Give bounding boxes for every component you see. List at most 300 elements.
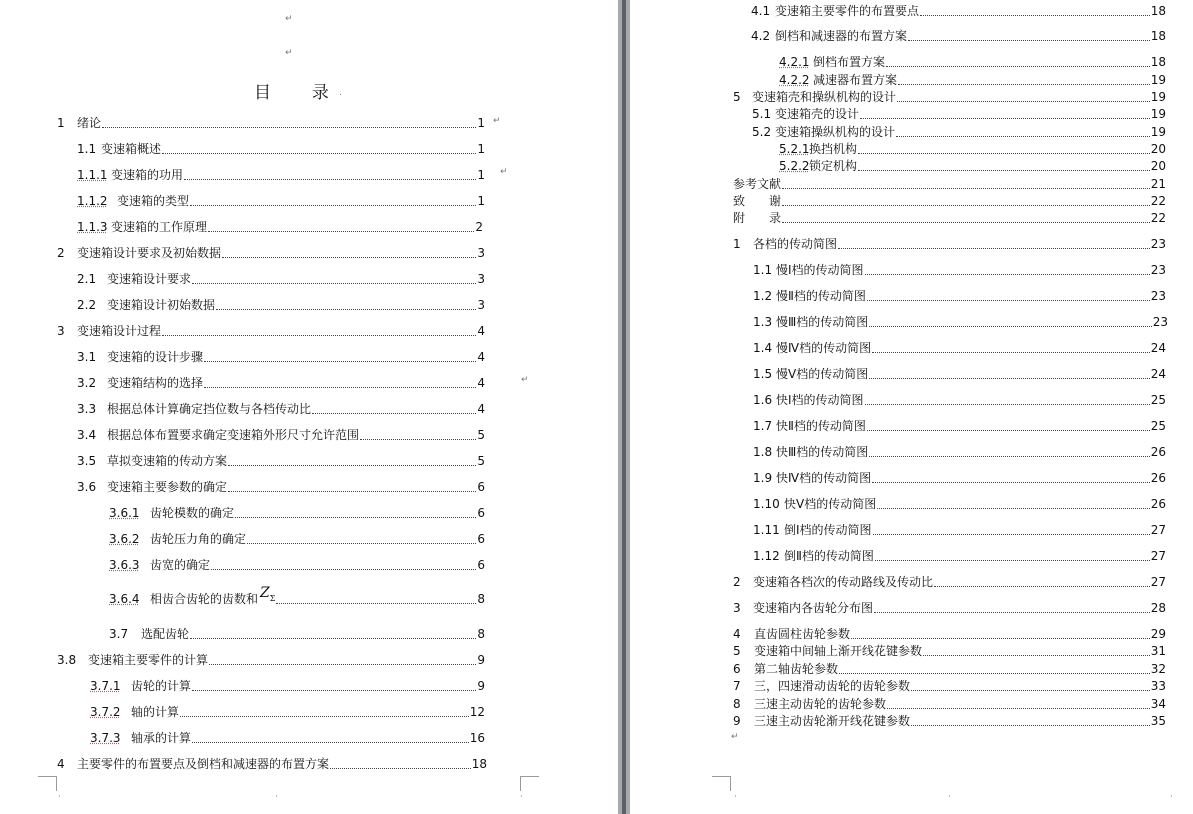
toc-dot-leader bbox=[875, 559, 1150, 561]
toc-entry-number: 5.2 bbox=[752, 125, 772, 139]
toc-dot-leader bbox=[851, 637, 1150, 639]
toc-entry-number: 1.3 bbox=[753, 315, 773, 329]
toc-entry-number: 1.4 bbox=[753, 341, 773, 355]
toc-entry-page-number: 23 bbox=[1150, 263, 1166, 277]
toc-entry-title: 变速箱设计要求 bbox=[107, 272, 192, 286]
toc-dot-leader bbox=[102, 126, 476, 128]
toc-entry-5[interactable] bbox=[733, 643, 1166, 659]
toc-dot-leader bbox=[782, 221, 1150, 223]
toc-entry-title: 倒Ⅰ档的传动简图 bbox=[784, 523, 872, 537]
dot-mark: · bbox=[734, 792, 737, 802]
toc-entry-2-2[interactable] bbox=[77, 297, 485, 313]
toc-dot-leader bbox=[192, 282, 476, 284]
toc-entry-1-4[interactable] bbox=[753, 340, 1166, 356]
toc-dot-leader bbox=[222, 256, 476, 258]
toc-entry-1-6[interactable] bbox=[753, 392, 1166, 408]
toc-entry-number: 3.7.1 bbox=[90, 679, 121, 693]
toc-entry-page-number: 19 bbox=[1150, 107, 1166, 121]
toc-entry-title: 附 录 bbox=[733, 211, 782, 225]
toc-entry-page-number: 9 bbox=[477, 679, 485, 693]
toc-entry-title: 变速箱设计初始数据 bbox=[107, 298, 216, 312]
toc-entry-number: 1.1.2 bbox=[77, 194, 108, 208]
toc-entry-title: 三速主动齿轮的齿轮参数 bbox=[754, 697, 887, 711]
toc-entry-page-number: 1 bbox=[477, 142, 485, 156]
toc-entry-3-6-3[interactable] bbox=[109, 557, 485, 573]
toc-entry-title: 变速箱壳和操纵机构的设计 bbox=[752, 90, 897, 104]
toc-entry[interactable] bbox=[733, 210, 1166, 226]
toc-entry-title: 慢Ⅲ档的传动简图 bbox=[776, 315, 869, 329]
toc-entry-3-5[interactable] bbox=[77, 453, 485, 469]
toc-entry-number: 5 bbox=[733, 90, 741, 104]
toc-entry-page-number: 27 bbox=[1150, 523, 1166, 537]
toc-entry-number: 4.2.2 bbox=[779, 73, 810, 87]
paragraph-mark: ↵ bbox=[521, 375, 529, 385]
toc-entry-4-2-2[interactable] bbox=[779, 72, 1166, 88]
toc-entry-title: 齿宽的确定 bbox=[150, 558, 211, 572]
toc-entry-title: 变速箱结构的选择 bbox=[107, 376, 204, 390]
toc-entry-page-number: 18 bbox=[471, 757, 487, 771]
page-gap-line bbox=[622, 0, 626, 814]
toc-entry-page-number: 22 bbox=[1150, 211, 1166, 225]
toc-dot-leader bbox=[887, 707, 1150, 709]
toc-entry-title: 慢Ⅱ档的传动简图 bbox=[776, 289, 866, 303]
toc-entry-page-number: 26 bbox=[1150, 471, 1166, 485]
toc-entry-number: 3.2 bbox=[77, 376, 97, 390]
toc-entry-number: 4 bbox=[57, 757, 65, 771]
toc-entry-page-number: 1 bbox=[477, 116, 485, 130]
toc-entry-6[interactable] bbox=[733, 661, 1166, 677]
toc-entry-title: 草拟变速箱的传动方案 bbox=[107, 454, 228, 468]
toc-entry-title: 绪论 bbox=[77, 116, 102, 130]
toc-entry-2-1[interactable] bbox=[77, 271, 485, 287]
toc-entry-page-number: 24 bbox=[1150, 341, 1166, 355]
toc-dot-leader bbox=[211, 568, 476, 570]
toc-dot-leader bbox=[911, 724, 1150, 726]
toc-entry-title: 变速箱各档次的传动路线及传动比 bbox=[753, 575, 934, 589]
toc-entry-page-number: 21 bbox=[1150, 177, 1166, 191]
toc-entry-3-7-1[interactable] bbox=[90, 678, 485, 694]
toc-entry-number: 3 bbox=[57, 324, 65, 338]
toc-entry-3-6-4[interactable] bbox=[109, 585, 485, 607]
toc-entry-number: 8 bbox=[733, 697, 741, 711]
toc-entry-4[interactable] bbox=[733, 626, 1166, 642]
toc-entry-7[interactable] bbox=[733, 678, 1166, 694]
toc-entry-page-number: 26 bbox=[1150, 497, 1166, 511]
toc-entry-title: 快Ⅳ档的传动简图 bbox=[776, 471, 872, 485]
paragraph-mark: ↵ bbox=[285, 48, 293, 58]
toc-entry-title: 致 谢 bbox=[733, 194, 782, 208]
toc-entry-1-7[interactable] bbox=[753, 418, 1166, 434]
toc-entry-title: 倒Ⅱ档的传动简图 bbox=[784, 549, 874, 563]
toc-entry-3-6[interactable] bbox=[77, 479, 485, 495]
toc-entry-number: 1.11 bbox=[753, 523, 780, 537]
toc-entry-page-number: 3 bbox=[477, 298, 485, 312]
toc-entry-number: 4.1 bbox=[751, 4, 771, 18]
toc-entry-title: 快Ⅱ档的传动简图 bbox=[776, 419, 866, 433]
toc-entry-page-number: 24 bbox=[1150, 367, 1166, 381]
toc-entry-number: 5.2.1 bbox=[779, 142, 810, 156]
toc-entry-3-6-1[interactable] bbox=[109, 505, 485, 521]
toc-entry-page-number: 18 bbox=[1150, 29, 1166, 43]
toc-dot-leader bbox=[858, 152, 1150, 154]
toc-entry-number: 2 bbox=[733, 575, 741, 589]
toc-entry-title: 快Ⅴ档的传动简图 bbox=[784, 497, 877, 511]
document-page-right bbox=[630, 0, 1193, 814]
toc-entry-page-number: 19 bbox=[1150, 125, 1166, 139]
toc-entry-page-number: 33 bbox=[1150, 679, 1166, 693]
toc-dot-leader bbox=[908, 39, 1150, 41]
toc-entry-title: 快Ⅰ档的传动简图 bbox=[776, 393, 864, 407]
toc-dot-leader bbox=[874, 611, 1150, 613]
toc-dot-leader bbox=[898, 83, 1150, 85]
toc-entry-page-number: 20 bbox=[1150, 159, 1166, 173]
toc-entry-number: 3.8 bbox=[57, 653, 77, 667]
toc-dot-leader bbox=[192, 689, 476, 691]
toc-entry-4-1[interactable] bbox=[751, 3, 1166, 19]
paragraph-mark: ↵ bbox=[731, 732, 739, 742]
toc-entry-3-7[interactable] bbox=[109, 626, 485, 642]
toc-entry-5-2-1[interactable] bbox=[779, 141, 1166, 157]
toc-entry-title: 轴的计算 bbox=[131, 705, 180, 719]
math-symbol: $Z_\Sigma$ bbox=[260, 585, 276, 603]
toc-entry-3-6-2[interactable] bbox=[109, 531, 485, 547]
page-corner-mark bbox=[712, 776, 731, 791]
toc-dot-leader bbox=[360, 438, 476, 440]
toc-entry-title: 变速箱主要零件的布置要点 bbox=[775, 4, 920, 18]
toc-entry-number: 2.1 bbox=[77, 272, 97, 286]
toc-dot-leader bbox=[865, 403, 1150, 405]
toc-entry-page-number: 19 bbox=[1150, 90, 1166, 104]
toc-entry-1-9[interactable] bbox=[753, 470, 1166, 486]
toc-dot-leader bbox=[838, 247, 1150, 249]
toc-entry-page-number: 1 bbox=[477, 168, 485, 182]
toc-entry-number: 1.10 bbox=[753, 497, 780, 511]
toc-dot-leader bbox=[204, 386, 476, 388]
toc-entry-number: 3.6.1 bbox=[109, 506, 140, 520]
toc-dot-leader bbox=[180, 715, 469, 717]
toc-dot-leader bbox=[209, 663, 476, 665]
toc-entry-page-number: 25 bbox=[1150, 393, 1166, 407]
toc-dot-leader bbox=[228, 464, 476, 466]
toc-dot-leader bbox=[228, 490, 476, 492]
toc-entry-title: 慢Ⅳ档的传动简图 bbox=[776, 341, 872, 355]
toc-entry-title: 减速器布置方案 bbox=[813, 73, 898, 87]
toc-entry-page-number: 3 bbox=[477, 272, 485, 286]
toc-entry-page-number: 23 bbox=[1152, 315, 1168, 329]
toc-entry-title: 倒档布置方案 bbox=[813, 55, 886, 69]
toc-entry-3[interactable] bbox=[733, 600, 1166, 616]
toc-entry-1-10[interactable] bbox=[753, 496, 1166, 512]
toc-dot-leader bbox=[867, 429, 1150, 431]
toc-entry-title: 齿轮模数的确定 bbox=[150, 506, 235, 520]
toc-entry-title: 慢Ⅰ档的传动简图 bbox=[776, 263, 864, 277]
toc-entry-number: 3 bbox=[733, 601, 741, 615]
dot-mark: · bbox=[275, 792, 278, 802]
toc-entry-number: 3.4 bbox=[77, 428, 97, 442]
toc-entry-page-number: 23 bbox=[1150, 289, 1166, 303]
toc-dot-leader bbox=[839, 672, 1150, 674]
toc-entry-3-1[interactable] bbox=[77, 349, 485, 365]
toc-entry-page-number: 26 bbox=[1150, 445, 1166, 459]
toc-entry-page-number: 8 bbox=[477, 627, 485, 641]
toc-entry-page-number: 29 bbox=[1150, 627, 1166, 641]
toc-entry-number: 1 bbox=[57, 116, 65, 130]
toc-dot-leader bbox=[872, 481, 1150, 483]
toc-entry-number: 3.7.2 bbox=[90, 705, 121, 719]
toc-entry-title: 变速箱的设计步骤 bbox=[107, 350, 204, 364]
toc-title-char: 目 bbox=[254, 83, 271, 103]
toc-dot-leader bbox=[869, 455, 1149, 457]
paragraph-mark: ↵ bbox=[500, 167, 508, 177]
toc-dot-leader bbox=[184, 178, 476, 180]
toc-entry-page-number: 6 bbox=[477, 506, 485, 520]
toc-dot-leader bbox=[860, 117, 1150, 119]
toc-dot-leader bbox=[247, 542, 476, 544]
toc-entry-title: 变速箱的类型 bbox=[117, 194, 190, 208]
toc-entry-number: 1.2 bbox=[753, 289, 773, 303]
paragraph-mark: ↵ bbox=[493, 116, 501, 126]
toc-entry-number: 5 bbox=[733, 644, 741, 658]
toc-entry-title: 变速箱壳的设计 bbox=[775, 107, 860, 121]
toc-dot-leader bbox=[886, 65, 1150, 67]
toc-entry-page-number: 31 bbox=[1150, 644, 1166, 658]
toc-dot-leader bbox=[934, 585, 1150, 587]
toc-entry-9[interactable] bbox=[733, 713, 1166, 729]
toc-entry-title: 变速箱内各齿轮分布图 bbox=[753, 601, 874, 615]
toc-dot-leader bbox=[782, 204, 1150, 206]
toc-entry-number: 1.1 bbox=[77, 142, 97, 156]
dot-mark: · bbox=[520, 792, 523, 802]
toc-dot-leader bbox=[330, 767, 471, 769]
page-corner-mark bbox=[38, 776, 57, 791]
toc-entry-number: 3.6.2 bbox=[109, 532, 140, 546]
toc-entry-number: 6 bbox=[733, 662, 741, 676]
toc-entry-3-8[interactable] bbox=[57, 652, 485, 668]
toc-entry-1-5[interactable] bbox=[753, 366, 1166, 382]
toc-entry-title: 轴承的计算 bbox=[131, 731, 192, 745]
toc-dot-leader bbox=[872, 351, 1150, 353]
toc-entry-number: 9 bbox=[733, 714, 741, 728]
toc-entry[interactable] bbox=[733, 193, 1166, 209]
toc-dot-leader bbox=[235, 516, 476, 518]
toc-dot-leader bbox=[162, 152, 476, 154]
toc-entry-4-2[interactable] bbox=[751, 28, 1166, 44]
toc-entry-title: 根据总体计算确定挡位数与各档传动比 bbox=[107, 402, 312, 416]
toc-entry-page-number: 20 bbox=[1150, 142, 1166, 156]
toc-entry-number: 4.2.1 bbox=[779, 55, 810, 69]
toc-dot-leader bbox=[276, 602, 476, 604]
toc-dot-leader bbox=[911, 689, 1150, 691]
toc-entry-2[interactable] bbox=[733, 574, 1166, 590]
toc-entry-8[interactable] bbox=[733, 696, 1166, 712]
toc-entry-1[interactable] bbox=[57, 115, 485, 131]
toc-dot-leader bbox=[858, 169, 1150, 171]
toc-entry-5-1[interactable] bbox=[752, 106, 1166, 122]
toc-entry-page-number: 4 bbox=[477, 402, 485, 416]
toc-entry-title: 锁定机构 bbox=[809, 159, 858, 173]
toc-entry-number: 1.5 bbox=[753, 367, 773, 381]
toc-entry-title: 变速箱主要零件的计算 bbox=[88, 653, 209, 667]
toc-entry-number: 3.6.4 bbox=[109, 592, 140, 606]
toc-dot-leader bbox=[190, 637, 476, 639]
toc-entry-3-4[interactable] bbox=[77, 427, 485, 443]
toc-entry[interactable] bbox=[733, 176, 1166, 192]
toc-entry-page-number: 6 bbox=[477, 480, 485, 494]
toc-dot-leader bbox=[865, 273, 1150, 275]
toc-entry-4-2-1[interactable] bbox=[779, 54, 1166, 70]
toc-entry-title: 相齿合齿轮的齿数和 bbox=[150, 592, 259, 606]
toc-entry-page-number: 12 bbox=[469, 705, 485, 719]
toc-entry-number: 1.1.3 bbox=[77, 220, 108, 234]
toc-entry-title: 变速箱主要参数的确定 bbox=[107, 480, 228, 494]
toc-entry-number: 1.8 bbox=[753, 445, 773, 459]
toc-entry-1-8[interactable] bbox=[753, 444, 1166, 460]
toc-entry-1-1-3[interactable] bbox=[77, 219, 483, 235]
toc-entry-title: 齿轮的计算 bbox=[131, 679, 192, 693]
toc-entry-title: 选配齿轮 bbox=[141, 627, 190, 641]
toc-entry-number: 1.1.1 bbox=[77, 168, 108, 182]
toc-entry-page-number: 35 bbox=[1150, 714, 1166, 728]
toc-entry-number: 4.2 bbox=[751, 29, 771, 43]
toc-entry-5-2[interactable] bbox=[752, 124, 1166, 140]
dot-mark: · bbox=[948, 792, 951, 802]
toc-entry-number: 1 bbox=[733, 237, 741, 251]
toc-entry-1[interactable] bbox=[733, 236, 1166, 252]
toc-entry-title: 参考文献 bbox=[733, 177, 782, 191]
toc-dot-leader bbox=[920, 14, 1150, 16]
toc-dot-leader bbox=[782, 187, 1150, 189]
toc-entry-page-number: 16 bbox=[469, 731, 485, 745]
toc-entry-1-1[interactable] bbox=[77, 141, 485, 157]
toc-entry-page-number: 5 bbox=[477, 428, 485, 442]
small-dot-mark: . bbox=[339, 88, 342, 98]
toc-entry-number: 2 bbox=[57, 246, 65, 260]
toc-entry-title: 慢Ⅴ档的传动简图 bbox=[776, 367, 869, 381]
toc-entry-1-1[interactable] bbox=[753, 262, 1166, 278]
toc-entry-number: 5.1 bbox=[752, 107, 772, 121]
toc-entry-title: 变速箱的工作原理 bbox=[111, 220, 208, 234]
toc-entry-title: 各档的传动简图 bbox=[753, 237, 838, 251]
toc-dot-leader bbox=[192, 741, 469, 743]
toc-entry-page-number: 27 bbox=[1150, 549, 1166, 563]
toc-dot-leader bbox=[877, 507, 1150, 509]
toc-entry-page-number: 25 bbox=[1150, 419, 1166, 433]
toc-entry-page-number: 19 bbox=[1150, 73, 1166, 87]
toc-entry-number: 3.5 bbox=[77, 454, 97, 468]
toc-entry-number: 3.1 bbox=[77, 350, 97, 364]
toc-entry-2[interactable] bbox=[57, 245, 485, 261]
toc-entry-number: 3.6.3 bbox=[109, 558, 140, 572]
toc-entry-number: 3.7 bbox=[109, 627, 129, 641]
toc-entry-number: 1.6 bbox=[753, 393, 773, 407]
toc-entry-title: 变速箱设计过程 bbox=[77, 324, 162, 338]
toc-entry-page-number: 27 bbox=[1150, 575, 1166, 589]
toc-dot-leader bbox=[190, 204, 476, 206]
toc-entry-title: 变速箱操纵机构的设计 bbox=[775, 125, 896, 139]
toc-entry-number: 3.6 bbox=[77, 480, 97, 494]
toc-entry-1-3[interactable] bbox=[753, 314, 1168, 330]
toc-entry-page-number: 18 bbox=[1150, 4, 1166, 18]
toc-entry-title: 三速主动齿轮渐开线花键参数 bbox=[754, 714, 911, 728]
toc-entry-number: 3.7.3 bbox=[90, 731, 121, 745]
toc-entry-page-number: 8 bbox=[477, 592, 485, 606]
toc-entry-number: 1.7 bbox=[753, 419, 773, 433]
toc-entry-number: 3.3 bbox=[77, 402, 97, 416]
toc-entry-title: 齿轮压力角的确定 bbox=[150, 532, 247, 546]
toc-entry-3-7-3[interactable] bbox=[90, 730, 485, 746]
toc-entry-title: 变速箱的功用 bbox=[111, 168, 184, 182]
toc-entry-5-2-2[interactable] bbox=[779, 158, 1166, 174]
toc-entry-page-number: 23 bbox=[1150, 237, 1166, 251]
toc-entry-title: 第二轴齿轮参数 bbox=[754, 662, 839, 676]
toc-entry-number: 1.12 bbox=[753, 549, 780, 563]
toc-dot-leader bbox=[204, 360, 476, 362]
toc-title bbox=[254, 78, 329, 103]
toc-entry-number: 7 bbox=[733, 679, 741, 693]
toc-entry-page-number: 2 bbox=[475, 220, 483, 234]
toc-entry-3-2[interactable] bbox=[77, 375, 485, 391]
toc-entry-page-number: 18 bbox=[1150, 55, 1166, 69]
toc-entry-1-1-2[interactable] bbox=[77, 193, 485, 209]
toc-entry-title: 换挡机构 bbox=[809, 142, 858, 156]
toc-entry-title: 倒档和减速器的布置方案 bbox=[775, 29, 908, 43]
toc-dot-leader bbox=[216, 308, 476, 310]
toc-entry-page-number: 4 bbox=[477, 324, 485, 338]
toc-dot-leader bbox=[896, 135, 1150, 137]
toc-entry-title: 直齿圆柱齿轮参数 bbox=[754, 627, 851, 641]
toc-entry-1-1-1[interactable] bbox=[77, 167, 485, 183]
toc-entry-number: 2.2 bbox=[77, 298, 97, 312]
toc-entry-5[interactable] bbox=[733, 89, 1166, 105]
toc-entry-number: 1.1 bbox=[753, 263, 773, 277]
toc-dot-leader bbox=[208, 230, 474, 232]
toc-entry-title: 变速箱设计要求及初始数据 bbox=[77, 246, 222, 260]
toc-entry-1-11[interactable] bbox=[753, 522, 1166, 538]
toc-entry-3-7-2[interactable] bbox=[90, 704, 485, 720]
toc-entry-page-number: 6 bbox=[477, 532, 485, 546]
toc-dot-leader bbox=[162, 334, 476, 336]
toc-entry-3[interactable] bbox=[57, 323, 485, 339]
toc-entry-page-number: 32 bbox=[1150, 662, 1166, 676]
toc-dot-leader bbox=[869, 377, 1150, 379]
toc-entry-title: 变速箱概述 bbox=[101, 142, 162, 156]
toc-entry-3-3[interactable] bbox=[77, 401, 485, 417]
dot-mark: · bbox=[1170, 792, 1173, 802]
toc-entry-page-number: 3 bbox=[477, 246, 485, 260]
toc-entry-title: 根据总体布置要求确定变速箱外形尺寸允许范围 bbox=[107, 428, 360, 442]
toc-entry-number: 4 bbox=[733, 627, 741, 641]
toc-dot-leader bbox=[869, 325, 1151, 327]
toc-entry-title: 主要零件的布置要点及倒档和减速器的布置方案 bbox=[77, 757, 330, 771]
toc-entry-page-number: 9 bbox=[477, 653, 485, 667]
toc-entry-4[interactable] bbox=[57, 756, 487, 772]
dot-mark: · bbox=[58, 792, 61, 802]
toc-entry-1-2[interactable] bbox=[753, 288, 1166, 304]
toc-dot-leader bbox=[312, 412, 476, 414]
toc-entry-page-number: 5 bbox=[477, 454, 485, 468]
toc-entry-page-number: 4 bbox=[477, 376, 485, 390]
toc-entry-title: 三，四速滑动齿轮的齿轮参数 bbox=[754, 679, 911, 693]
toc-dot-leader bbox=[897, 100, 1150, 102]
toc-title-char: 录 bbox=[311, 83, 329, 103]
toc-entry-title: 快Ⅲ档的传动简图 bbox=[776, 445, 869, 459]
toc-entry-number: 5.2.2 bbox=[779, 159, 810, 173]
paragraph-mark: ↵ bbox=[285, 14, 293, 24]
toc-entry-page-number: 4 bbox=[477, 350, 485, 364]
toc-entry-1-12[interactable] bbox=[753, 548, 1166, 564]
toc-entry-page-number: 28 bbox=[1150, 601, 1166, 615]
toc-entry-number: 1.9 bbox=[753, 471, 773, 485]
